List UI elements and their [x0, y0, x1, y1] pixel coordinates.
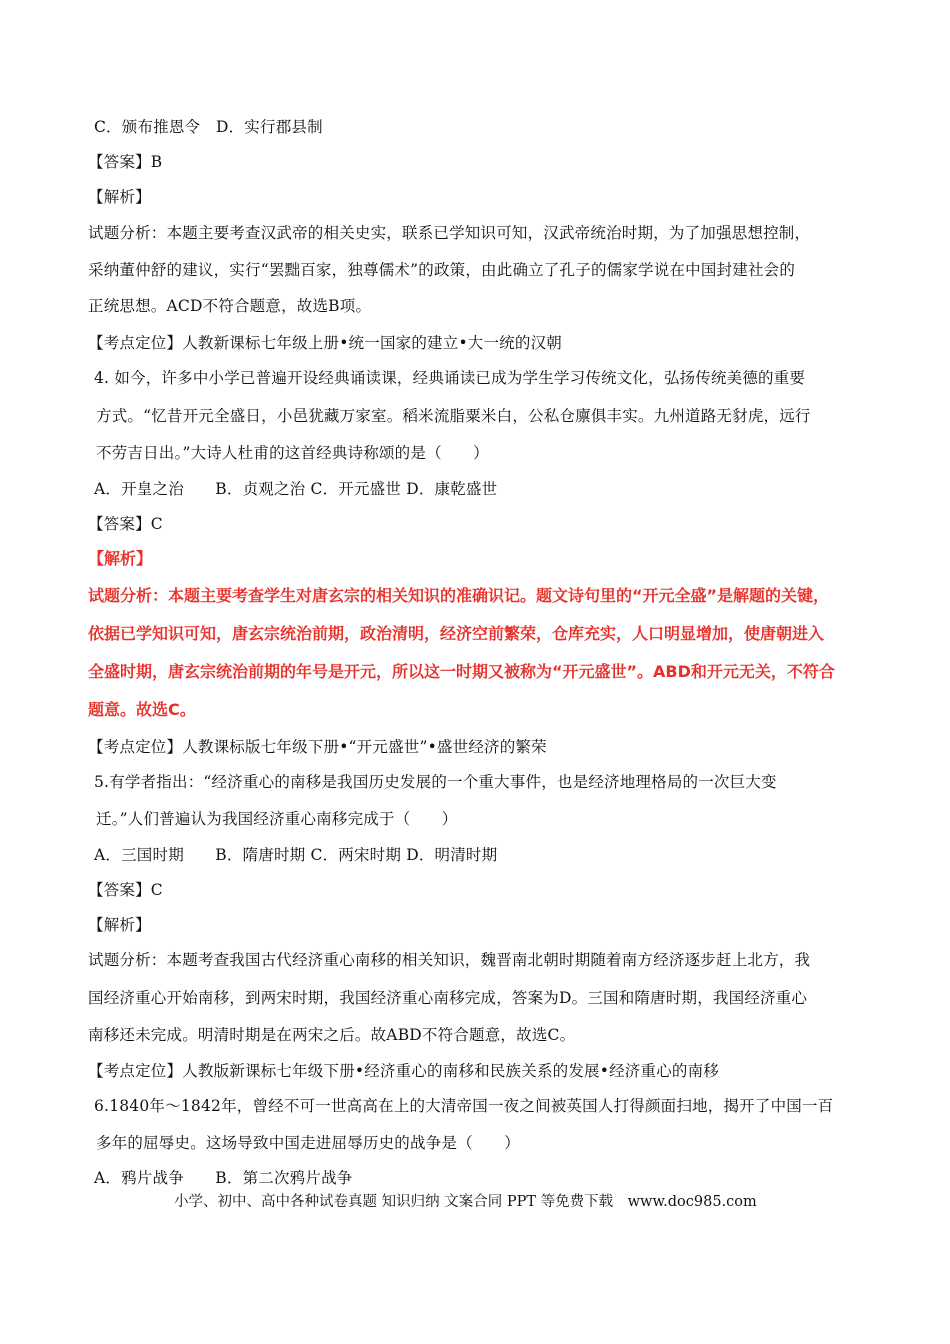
q4-options: A．开皇之治 B．贞观之治 C．开元盛世 D．康乾盛世	[94, 480, 498, 498]
q3-analysis-line: 试题分析：本题主要考查汉武帝的相关史实，联系已学知识可知，汉武帝统治时期，为了加强思想控制，	[88, 224, 811, 242]
q4-kaodian: 【考点定位】人教课标版七年级下册•“开元盛世”•盛世经济的繁荣	[88, 738, 547, 756]
q4-analysis-line: 依据已学知识可知，唐玄宗统治前期，政治清明，经济空前繁荣，仓库充实，人口明显增加，使唐朝进入	[88, 624, 825, 643]
q5-analysis-label: 【解析】	[88, 916, 151, 934]
q5-kaodian: 【考点定位】人教版新课标七年级下册•经济重心的南移和民族关系的发展•经济重心的南移	[88, 1062, 719, 1080]
q5-options: A．三国时期 B．隋唐时期 C．两宋时期 D．明清时期	[94, 846, 498, 864]
page-footer: 小学、初中、高中各种试卷真题 知识归纳 文案合同 PPT 等免费下载 www.doc985.com	[174, 1194, 757, 1210]
q4-stem-line: 4. 如今，许多中小学已普遍开设经典诵读课，经典诵读已成为学生学习传统文化，弘扬传统美德的重要	[94, 369, 806, 387]
q4-stem-line: 不劳吉日出。”大诗人杜甫的这首经典诗称颂的是（ ）	[96, 444, 489, 462]
q5-analysis-line: 国经济重心开始南移，到两宋时期，我国经济重心南移完成，答案为D。三国和隋唐时期，我国经济重心	[88, 989, 808, 1007]
q3-analysis-line: 采纳董仲舒的建议，实行“罢黜百家，独尊儒术”的政策，由此确立了孔子的儒家学说在中国封建社会的	[88, 261, 796, 279]
q3-options: C．颁布推恩令 D．实行郡县制	[94, 118, 323, 136]
q3-analysis-label: 【解析】	[88, 188, 151, 206]
q4-analysis-line: 题意。故选C。	[88, 700, 196, 719]
q4-answer: 【答案】C	[88, 515, 163, 533]
q3-answer: 【答案】B	[88, 153, 163, 171]
q5-analysis-line: 南移还未完成。明清时期是在两宋之后。故ABD不符合题意，故选C。	[88, 1026, 576, 1044]
q5-answer: 【答案】C	[88, 881, 163, 899]
q6-stem-line: 6.1840年～1842年，曾经不可一世高高在上的大清帝国一夜之间被英国人打得颜面扫地，揭开了中国一百	[94, 1097, 834, 1115]
q5-stem-line: 5.有学者指出：“经济重心的南移是我国历史发展的一个重大事件，也是经济地理格局的一次巨大变	[94, 773, 777, 791]
q3-kaodian: 【考点定位】人教新课标七年级上册•统一国家的建立•大一统的汉朝	[88, 334, 562, 352]
q4-analysis-label: 【解析】	[88, 549, 153, 568]
q6-stem-line: 多年的屈辱史。这场导致中国走进屈辱历史的战争是（ ）	[96, 1134, 520, 1152]
q4-analysis-line: 全盛时期，唐玄宗统治前期的年号是开元，所以这一时期又被称为“开元盛世”。ABD和开元无关，不符合	[88, 662, 835, 681]
q6-options: A．鸦片战争 B．第二次鸦片战争	[94, 1169, 353, 1187]
q4-analysis-line: 试题分析：本题主要考查学生对唐玄宗的相关知识的准确识记。题文诗句里的“开元全盛”是解题的关键，	[88, 586, 830, 605]
q5-analysis-line: 试题分析：本题考查我国古代经济重心南移的相关知识，魏晋南北朝时期随着南方经济逐步赶上北方，我	[88, 951, 811, 969]
q4-stem-line: 方式。“忆昔开元全盛日，小邑犹藏万家室。稻米流脂粟米白，公私仓廪俱丰实。九州道路无豺虎，远行	[96, 407, 811, 425]
q3-analysis-line: 正统思想。ACD不符合题意，故选B项。	[88, 297, 372, 315]
q5-stem-line: 迁。”人们普遍认为我国经济重心南移完成于（ ）	[96, 810, 458, 828]
